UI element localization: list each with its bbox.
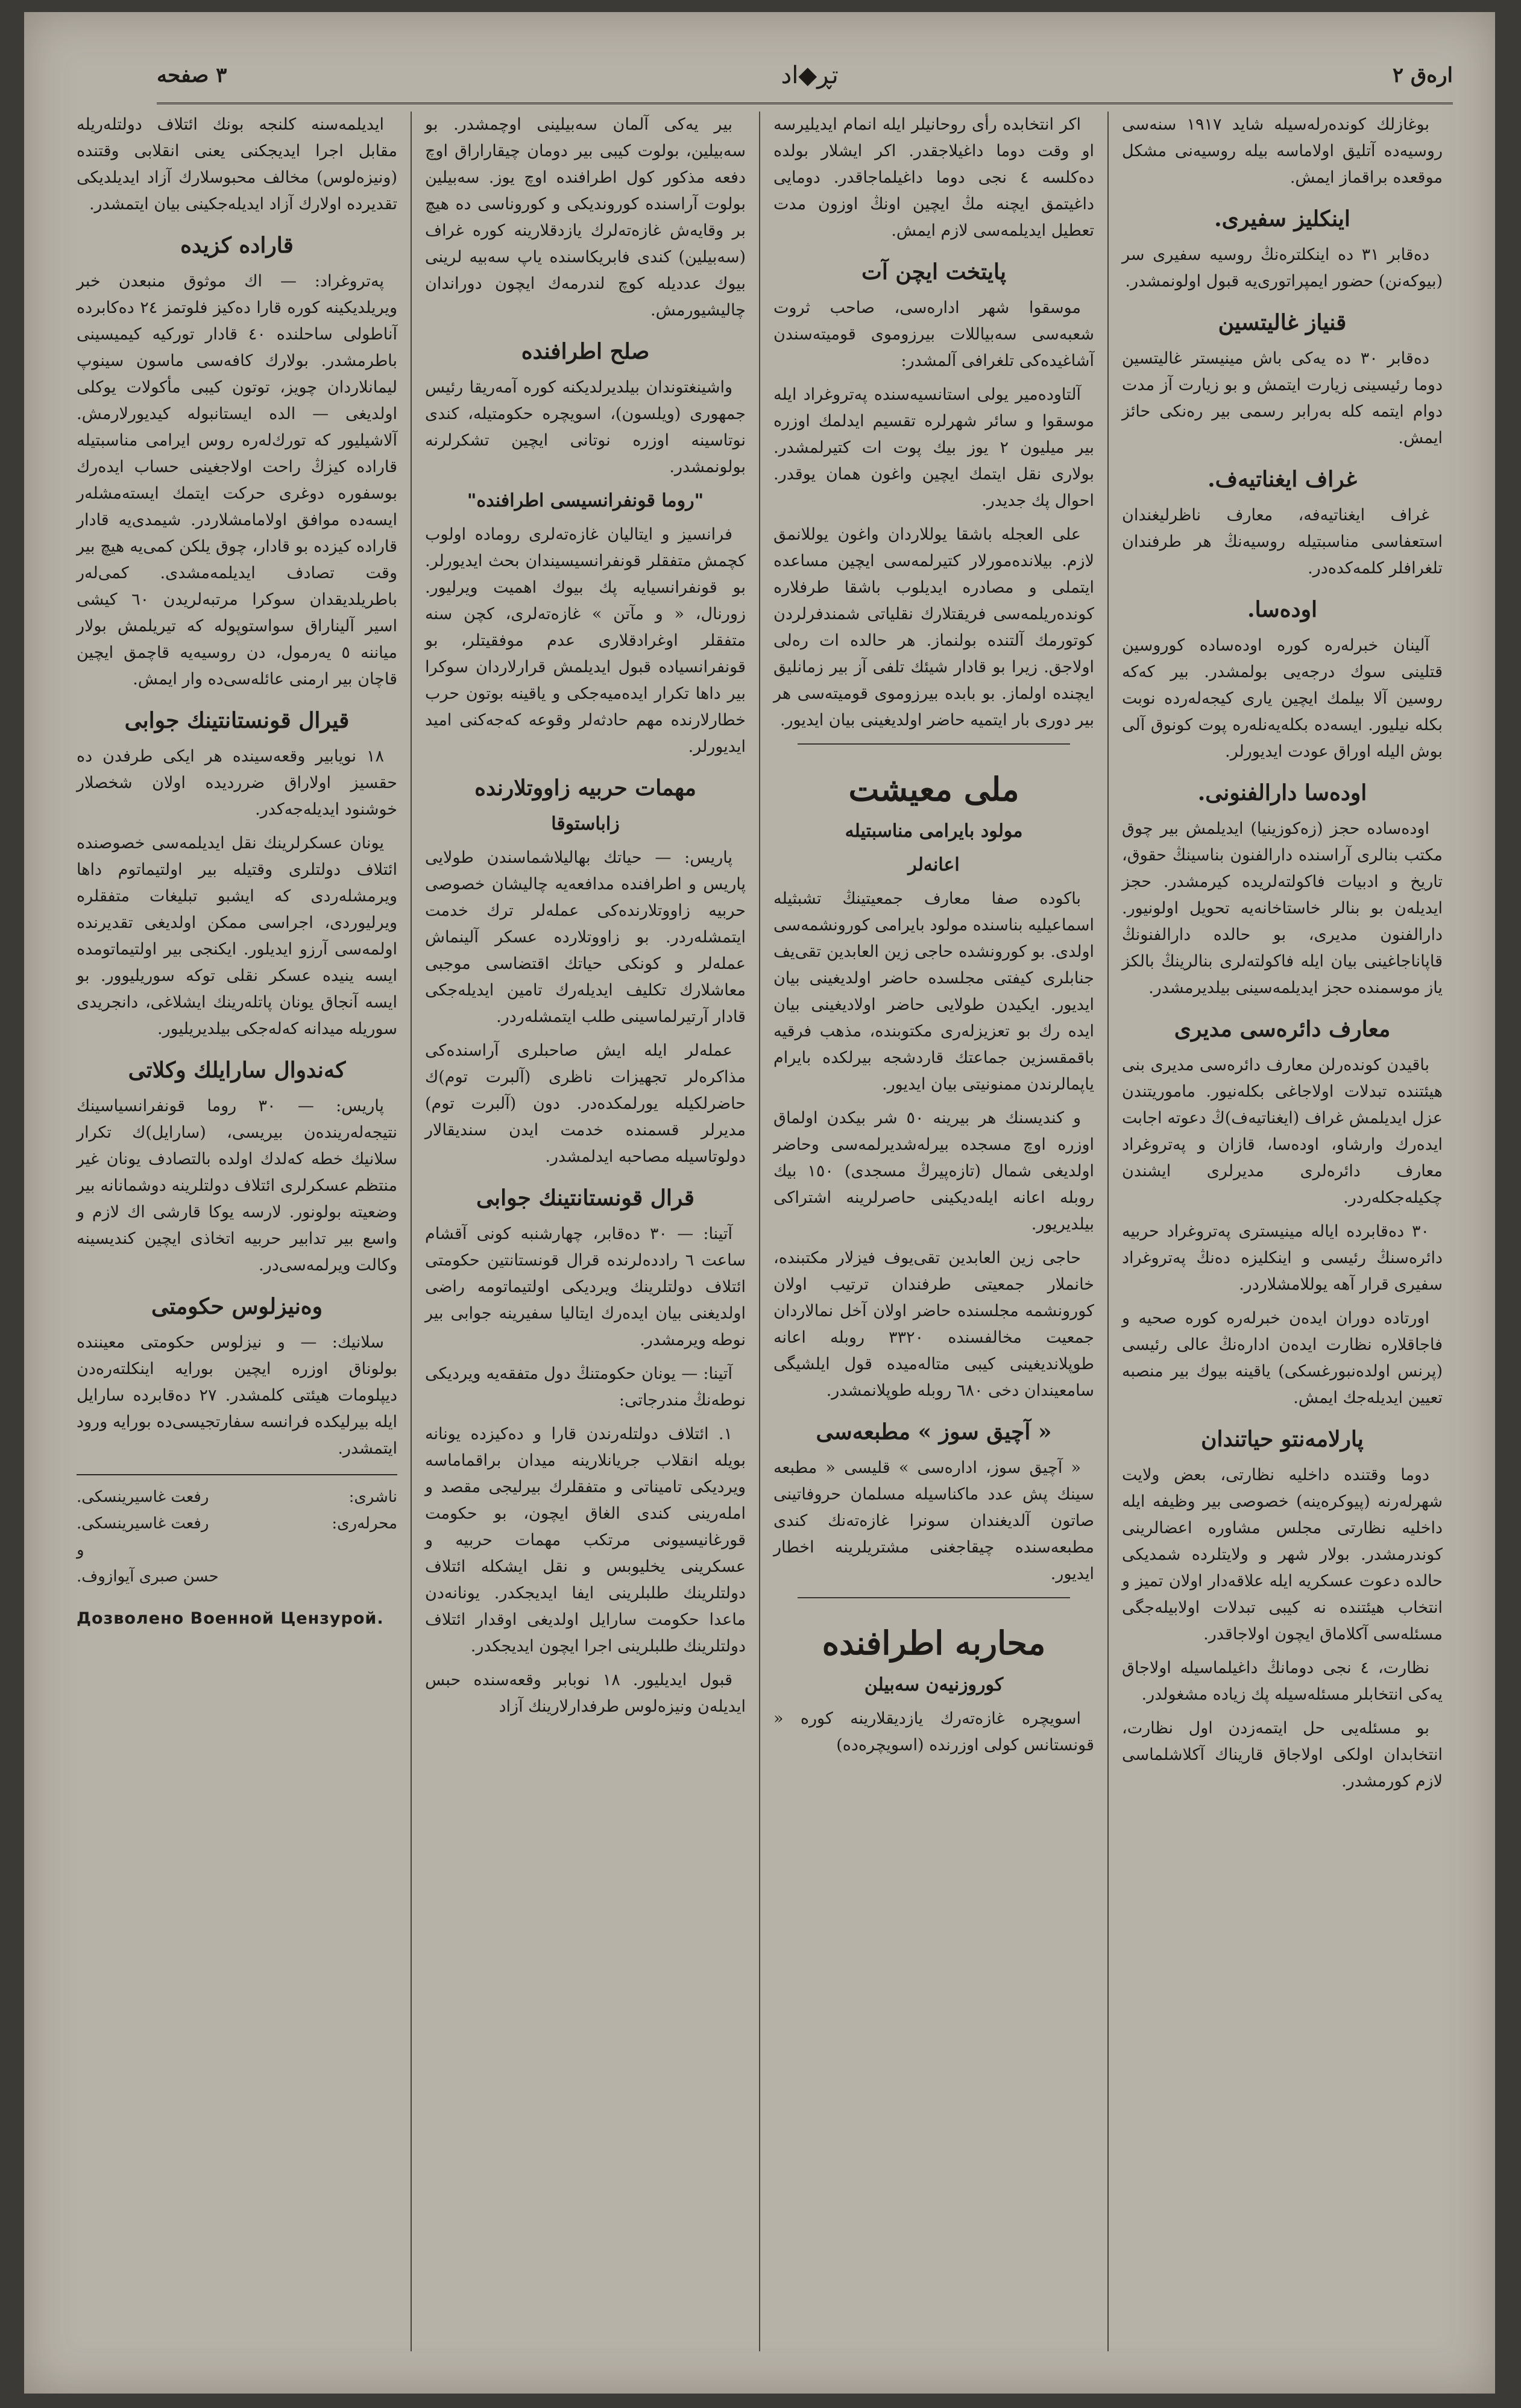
paragraph: باكودە صفا معارف جمعیتینڭ تشبثیلە اسماعیلیە بناسندە مولود بایرامی كورونشمەسی اولدی. بو كورونشدە حاجی زین العابدین تقی‌یف جنابلری كیفتی مجلسدە حاضر اولدیغینی بیان ایدیور. ایكیدن طولایی حاضر اولادیغینی بیان ایدە رك بو تعزیزلەری مكتوبندە، مذهب فرقیە باقمقسزین جماعتك قاردشجە بیرلكدە بایرام یاپمالرندن ممنونیتی بیان ایدیور.: [773, 889, 1094, 1094]
section-heading: قیرال قونستانتینك جوابی: [124, 708, 350, 733]
paragraph: سلانیك: — و نیزلوس حكومتی معینندە بولوناق اوزرە ایچین بورایە اینكلتەرەدن دیپلومات هیئتی كلمشدر. ٢٧ دەقابردە سارایل ایلە بیرلیكدە فرانسە سفارتجیسی‌دە بورایە ورود ایتمشدر.: [77, 1333, 397, 1458]
subheading: مولود بایرامی مناسبتیلە: [845, 821, 1023, 842]
paragraph: ٣٠ دەقابردە ایالە مینیستری پەتروغراد حربیە دائرەسنڭ رئیسی و اینكلیزە دەنڭ پەتروغراد سفیری قرار آهە یوللامشلاردر.: [1122, 1222, 1443, 1294]
section-heading: وەنیزلوس حكومتی: [151, 1294, 323, 1319]
section-heading-large: ملی معیشت: [848, 770, 1019, 808]
paragraph: بیر یەكی آلمان سەبیلینی اوچمشدر. بو سەبیلین، بولوت كیبی بیر دومان چیقاراراق اوچ دفعە مذكور كول اطرافندە اوچ یوز. سەبیلین بولوت آراسندە كوروندیكی و كوروناسی دە هیچ بر وقایەش غازەتەلرك یازدقلارینە كورە غراف (سەبیلین) كندی فابریكاسندە یاپ سەبیە لرینی بیوك عددیلە كوچ لندرمەك ایچون دوراندان چالیشیورمش.: [425, 115, 746, 320]
editor-1: رفعت غاسیرینسكی.: [77, 1514, 209, 1533]
paragraph: اورتادە دوران ایدەن خبرلەرە كورە صحیە و فاجاقلارە نظارت ایدەن ادارەنڭ عالی رئیسی (پرنس اولدەنبورغسكی) یاقینە بیوك بیر منصبە تعیین ایدیلەجك ایمش.: [1122, 1309, 1443, 1407]
editor-2: حسن صبری آیوازوف.: [77, 1568, 219, 1586]
paragraph: پەتروغراد: — اك موثوق منبعدن خبر ویریلدیكینە كورە قارا دەكیز فلوتمز ٢٤ دەكابردە آناطولی ساحلندە ٤٠ قادار توركیە كیمیسینی باطرمشدر. بولارك كافەسی ماسون سینوپ لیمانلاردان چویز، توتون كیبی مأكولات یوكلی اولدیغی — الدە ایستانبولە كیدیورلارمش. آلاشیلیور كە تورك‌لەرە روس ایرامی مناسبتیلە قارادە كیزڭ راحت اولاجغینی حساب ایدەرك بوسفورە دوغری حركت ایتمك ایستەمشلەر ایسەدە موافق اولامامشلاردر. شیمدی‌یە قادار قارادە كیزدە بو قادار، چوق یلكن كمی‌یە هیچ بیر وقت تصادف ایدیلمەمشدی. كمی‌لەر باطریلدیقدان سوكرا مرتبەلریدن ٦٠ كیشی اسیر آلیناراق سواستوپولە كە تیریلمش بولار میاننە ٥ یەرمول، دن روسیەیە قاچمق ایچین قاچان بیر ارمنی عائلەسی‌دە وار ایمش.: [77, 272, 397, 689]
paragraph: عملەلر ایلە ایش صاحبلری آراسندەكی مذاكرەلر تجهیزات ناظری (آلبرت توم)ك حاضرلكیلە یورلمكدەدر. دون (آلبرت توم) مدیرلر قسمندە خدمت ایدن سندیقالار دولوتاسیلە مصاحبە ایدلمشدر.: [425, 1041, 746, 1166]
section-heading: قرال قونستانتینك جوابی: [476, 1185, 694, 1211]
section-heading: اینكلیز سفیری.: [1214, 206, 1350, 232]
paragraph: باقیدن كوندەرلن معارف دائرەسی مدیری بنی هیئتندە تبدلات اولاجاغی بكلەنیور. ماموریتندن عزل ایدیلمش غراف (ایغناتیەف)ڭ دعوتە اجابت ایدەرك وارشاو، اودەسا، قازان و پەتروغراد معارف دائرەلری مدیرلری ایشندن چكیلەجكلەردر.: [1122, 1056, 1443, 1207]
divider: [798, 743, 1070, 745]
page-number-right: ارەق ٢: [1392, 63, 1453, 87]
paragraph: دەقابر ٣٠ دە یەكی باش مینیستر غالیتسین دوما رئیسینی زیارت ایتمش و بو زیارت آز مدت دوام ایتمە كلە بەرابر رسمی بیر رەنكی حائز ایمش.: [1122, 349, 1443, 447]
section-heading: اودەسا دارالفنونی.: [1197, 780, 1367, 805]
paragraph: علی العجلە باشقا یوللاردان واغون یوللانمق لازم. بیلاندەمورلار كتیرلمەسی ایچین مساعدە ایتملی و مصادرە ایدیلوب باشقا طرفلارە كوندەریلمەسی فریقتلارك نقلیاتی شمندفرلردن كوتورمك آلتندە بولنماز. هر حالدە ات رەلی اولاجق. زیرا بو قادار شیئك تلفی آز بیر زمانلیق ایچندە اولماز. بو بابدە بیرزوموی قومیتەسی هر بیر دوری بار ایتمیە حاضر اولدیغینی بیان ایدیور.: [773, 525, 1094, 730]
publisher-name: رفعت غاسیرینسكی.: [77, 1488, 209, 1506]
section-heading: مهمات حربیە زاووتلارندە: [474, 775, 696, 801]
section-heading: قنیاز غالیتسین: [1218, 310, 1347, 335]
page-number-left: ٣ صفحه: [157, 63, 227, 87]
section-heading: پارلامەنتو حیاتندان: [1201, 1426, 1364, 1452]
publisher-label: ناشری:: [348, 1488, 397, 1506]
subheading: زاباستوقا: [551, 813, 620, 834]
paragraph: ١٨ نویابیر وقعەسیندە هر ایكی طرفدن دە حقسیز اولاراق ضرردیدە اولان شخصلار خوشنود ایدیلەجەكدر.: [77, 747, 397, 819]
paragraph: فرانسیز و ایتالیان غازەتەلری رومادە اولوب كچمش متفقلر قونفرانسیسیندان بحث ایدیورلر. بو قونفرانسیایە پك بیوك اهمیت ویرلیور. زورنال، « و مآتن » غازەتەلری، كچن سنە متفقلر اوغرادقلاری عدم موفقیتلر، بو قونفرانسیادە قبول ایدیلمش قرارلاردان سوكرا بیر داها تكرار ایدەمیەجكی و یاقینە بوتون حرب خطارلارندە مهم حادثەلر وقوعە كەجەكنی امید ایدیورلر.: [425, 525, 746, 756]
section-heading: پایتخت ایچن آت: [861, 259, 1007, 285]
paragraph: دەقابر ٣١ دە اینكلترەنڭ روسیە سفیری سر (بیوكەنن) حضور ایمپراتوری‌یە قبول اولونمشدر.: [1122, 245, 1443, 291]
section-heading: غراف ایغناتیەف.: [1208, 467, 1357, 492]
column-1: [1107, 112, 1456, 2351]
paragraph: بوغازلك كوندەرلەسیلە شاید ١٩١٧ سنەسی روسیەدە آتلیق اولاماسە بیلە روسیەنی مشكل موقعدە براقماز ایمش.: [1122, 115, 1443, 187]
paragraph: حاجی زین العابدین تقی‌یوف فیزلار مكتبندە، خانملار جمعیتی طرفندان ترتیب اولان كورونشمە مجلسندە حاضر اولان آخل نمالاردان جمعیت مخالفسندە ٣٣٢٠ روبلە اعانە طوپلاندیغینی كیبی متالەمیدە قول ایلشیگی سامعیندان دخی ٦٨٠ روبلە طوپلانمشدر.: [773, 1249, 1094, 1400]
paragraph: و كندیسنك هر بیرینە ٥٠ شر بیكدن اولماق اوزرە اوچ مسجدە بیرلەشدیرلمەسی وحاضر اولدیغی شمال (تازەپیرڭ مسجدی) ١٥٠ بیك روبلە اعانە ایلەدیكینی حاصرلرینە اشتراكی بیلدیریور.: [773, 1109, 1095, 1234]
divider: [798, 1597, 1070, 1598]
column-3: [411, 112, 759, 2351]
subheading: كوروزنیەن سەبیلن: [864, 1674, 1004, 1695]
section-heading: « آچیق سوز » مطبعەسی: [816, 1419, 1052, 1445]
columns: [63, 112, 1456, 2351]
paragraph: نظارت، ٤ نجی دومانڭ داغیلماسیلە اولاجاق یەكی انتخابلر مسئلەسیلە پك زیادە مشغولدر.: [1122, 1659, 1443, 1704]
subheading: اعانەلر: [908, 854, 960, 875]
paragraph: ایدیلمەسنە كلنجە بونك ائتلاف دولتلەریلە مقابل اجرا ایدیجكنی یعنی انقلابی وقتندە (ونیزەلوس) مخالف محبوسلارك آزاد ایدیلدیكی تقدیردە اولارك آزاد ایدیلەجكینی بیان ایتمشدر.: [77, 115, 397, 213]
imprint: [77, 1474, 397, 1632]
publisher-row: [77, 1484, 397, 1510]
editors-label: محرلەری:: [332, 1514, 397, 1533]
paragraph: واشینغتوندان بیلدیرلدیكنە كورە آمەریقا رئیس جمهوری (ویلسون)، اسویچرە حكومتیلە، كندی نوتاسینە اوزرە نوتانی ایچین تشكرلرنە بولونمشدر.: [425, 378, 746, 476]
newspaper-title: تڕ◆اد: [781, 61, 839, 89]
section-heading: كەندوال سارایلك وكلاتی: [128, 1057, 346, 1083]
section-heading: اودەسا.: [1247, 597, 1317, 622]
section-heading: معارف دائرەسی مدیری: [1174, 1016, 1391, 1042]
paragraph: آلتاودەمیر یولی استانسیەسندە پەتروغراد ایلە موسقوا و سائر شهرلرە تقسیم ایدلمك اوزرە بیر میلیون ٢ یوز بیك پوت ات كتیرلمشدر. بولاری نقل ایتمك ایچین واغون همان یوقدر. احوال پك جدیدر.: [773, 385, 1094, 510]
section-heading-large: محاربە اطرافندە: [822, 1624, 1046, 1662]
editor-2-row: [77, 1563, 397, 1590]
column-4: [63, 112, 411, 2351]
paragraph: ١. ائتلاف دولتلەرندن قارا و دەكیزدە یونانە بویلە انقلاب جریانلارینە میدان براقماماسە ویردیكی تامیناتی و متفقلرك بیرلیجی مقصد و املەرینی كندی الغاق ایچون، بو حكومت قورغانیسیونی مرتكب مهمات حربیە و عسكرینی یخلیوبس و نقل ایشكلە ائتلاف دولتلرینك طلبلرینی ایفا ایدیجكدر. یونانەدن ماعدا حكومت سارایل اولدیغی اوقدار ائتلاف دولتلرینك طلبلرینی اجرا ایچون ایدیجكدر.: [425, 1425, 746, 1656]
editors-and: و: [77, 1541, 84, 1559]
newspaper-page: [24, 12, 1495, 2394]
paragraph: موسقوا شهر ادارەسی، صاحب ثروت شعبەسی سەبیاللات بیرزوموی قومیتەسندن آشاغیدەكی تلغرافی آلمشدر:: [773, 298, 1094, 370]
paragraph: « آچیق سوز، ادارەسی » قلیسی « مطبعە سینك پش عدد ماكناسیلە مسلمان حروفاتینی صاتون آلدیغندان سونرا غازەتەنك كندی مطبعەسندە چیقاجغنی مشتریلرینە اخطار ایدیور.: [773, 1458, 1094, 1583]
section-heading: صلح اطرافندە: [521, 339, 650, 364]
paragraph: آلینان خبرلەرە كورە اودەسادە كوروسین قتلینی سوك درجەیی بولمشدر. بیر كەكە روسین آلا بیلمك ایچین یاری كیجەلەردە نوبت بكلە نیلیور. ایسەدە بكلەیەنلەرە پوت كونوق آلی بوش الیلە اوراق عودت ایدیورلر.: [1122, 636, 1443, 761]
paragraph: آتینا: — یونان حكومتنڭ دول متفقەیە ویردیكی نوطەنڭ مندرجاتی:: [425, 1364, 746, 1410]
paragraph: غراف ایغناتیەفە، معارف ناظرلیغندان استعفاسی مناسبتیلە روسیەنڭ هر طرفندان تلغرافلر كلمەكدەدر.: [1122, 506, 1443, 578]
column-2: [759, 112, 1107, 2351]
paragraph: آتینا: — ٣٠ دەقابر، چهارشنبە كونی آقشام ساعت ٦ راددەلرندە قرال قونستانتین حكومتی ائتلاف دولتلرینك ویردیكی اولتیماتومە راضی اولدیغنی بیان ایدەرك ایتالیا سفیرینە جوابی بیر نوطە ویرمشدر.: [425, 1224, 746, 1349]
paragraph: یونان عسكرلرینك نقل ایدیلمەسی خصوصندە ائتلاف دولتلری وقتیلە بیر اولتیماتوم داها ویرمشلەردی كە ایشبو تبلیغات متفقلرە ویرلیوردی، اجراسی ممكن اولدیغی تقدیرندە اولمەسی آرزو ایدیلور. ایكنجی بیر اولتیماتومدە ایسە ینیدە عسكر نقلی توكە سوریلیوور. بو ایسە آنجاق یونان پاتلەرینك ایشلاغی، دانجریدی سوریلە میدانە كەلەجكی بیلدیریلیور.: [77, 834, 397, 1038]
section-heading: قارادە كزیدە: [180, 233, 294, 258]
paragraph: اكر انتخابدە رأی روحانیلر ایلە انمام ایدیلیرسە او وقت دوما داغیلاجقدر. اكر ایشلار بولدە دەكلسە ٤ نجی دوما داغیلماجاقدر. دومایی داغیتمق ایچنە مڭ ایچین اونڭ اوزون مدت تعطیل ایدیلمەسی لازم ایمش.: [773, 115, 1095, 240]
editors-row: [77, 1510, 397, 1537]
editors-and-row: [77, 1537, 397, 1563]
paragraph: پاریس: — حیاتك بهالیلاشماسندن طولایی پاریس و اطرافندە مدافعەیە چالیشان خصوصی حربیە زاووتلارندەكی عملەلر ترك خدمت ایتمشلەردر. بو زاووتلاردە عسكر آلینماش عملەلر و كونكی حیاتك اقتضاسی موجبی معاشلارك تكلیف ایدیلەرك تامین ایدیلەجكی قادار آرتیرلماسینی طلب ایتمشلەردر.: [425, 848, 746, 1026]
subheading: "روما قونفرانسیسی اطرافندە": [467, 490, 704, 511]
paragraph: اودەسادە حجز (زەكوزینیا) ایدیلمش بیر چوق مكتب بنالری آراسندە دارالفنون بناسینڭ حقوق، تاریخ و ادبیات فاكولتەلریدە كیرمشدر. حجز ایدیلەن بو بنالر خاستاخانەیە تحویل اولونیور. دارالفنون مدیری، بو حالدە دارالفنونڭ قاپاناجاغینی بیان ایلە فاكولتەلری بنالرینڭ بالكز یاز موسمندە حجز ایدیلمەسینی بیلدیرمشدر.: [1122, 819, 1443, 997]
paragraph: دوما وقتندە داخلیە نظارتی، بعض ولایت شهرلەرنە (پیوكرەینە) خصوصی بیر وظیفە ایلە داخلیە نظارتی مجلس مشاورە اعضالرینی كوندرمشدر. بولار شهر و ولایتلردە شمدیكی حالدە دعوت عسكریە ایلە علاقەدار اولان تمیز و انتخاب هیئتندە نە كیبی تبدلات اولابیلەجگی مسئلەسی آكلاماق ایچون اولاجاقدر.: [1122, 1466, 1443, 1644]
paragraph: پاریس: — ٣٠ روما قونفرانسیاسینك نتیجەلەریندەن بیریسی، (سارایل)ك تكرار سلانیك خطە كەلدك اولدە بالتصادف یونان غیر منتظم عسكرلری ائتلاف دولتلرینە دوشمانانە بیر وضعیتە بولونور. لارسە یوكا قارشی اك لازم و واسع بیر تدابیر حربیە اتخاذی ایچین كندیسینە وكالت ویرلمەسی‌در.: [77, 1097, 397, 1275]
paragraph: بو مسئلەیی حل ایتمەزدن اول نظارت، انتخابدان اولکی اولاجاق قاریناك آكلاشلماسی لازم كورمشدر.: [1122, 1719, 1443, 1791]
masthead: [157, 48, 1453, 104]
censor-stamp: Дозволено Военной Цензурой.: [77, 1609, 384, 1628]
paragraph: قبول ایدیلیور. ١٨ نوبابر وقعەسندە حبس ایدیلەن ونیزەلوس طرفدارلارینك آزاد: [425, 1671, 746, 1716]
paragraph: اسویچرە غازەتەرك یازدیقلارینە كورە « قونستانس كولی اوزرندە (اسویچرەدە): [773, 1709, 1094, 1754]
